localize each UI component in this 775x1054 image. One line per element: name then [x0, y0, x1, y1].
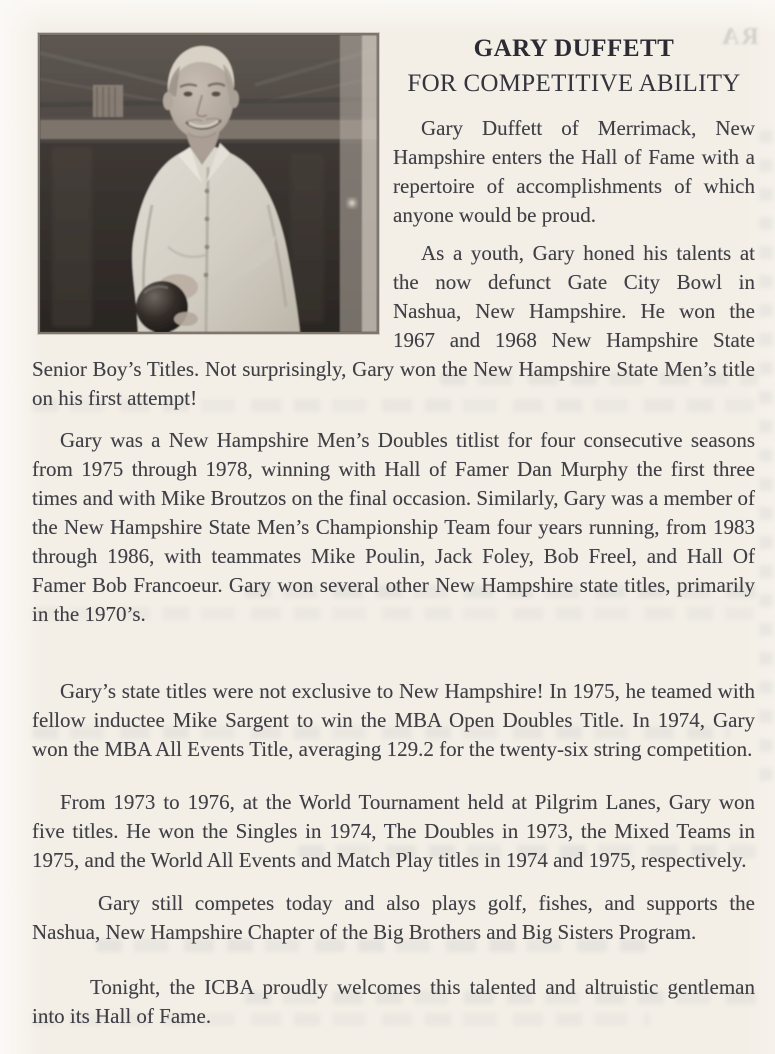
inductee-photo [38, 33, 379, 334]
bowler-photo-illustration [40, 35, 377, 332]
paragraph-world-tournament: From 1973 to 1976, at the World Tournament held at Pilgrim Lanes, Gary won five titles. He won the Singles in 1974, The Doubles in 1973, the Mixed Teams in 1975, and the World All Events and Match Play titles in 1974 and 1975, respectively. [32, 789, 755, 872]
paragraph-youth: As a youth, Gary honed his talents at the now defunct Gate City Bowl in Nashua, New Hampshire. He won the 1967 and 1968 New Hampshire State Senior Boy’s Titles. Not surprisingly, Gary won the New Hampshire State Men’s title on his first attempt! [32, 240, 755, 410]
paragraph-doubles-titles: Gary was a New Hampshire Men’s Doubles titlist for four consecutive seasons from 1975 through 1978, winning with Hall of Famer Dan Murphy the first three times and with Mike Broutzos on the final occasion. Similarly, Gary was a member of the New Hampshire State Men’s Championship Team four years running, from 1983 through 1986, with teammates Mike Poulin, Jack Foley, Bob Freel, and Hall Of Famer Bob Francoeur. Gary won several other New Hampshire state titles, primarily in the 1970’s. [32, 427, 755, 626]
page-subtitle: FOR COMPETITIVE ABILITY [407, 69, 741, 97]
page-bleedthrough-text: RA [720, 24, 759, 50]
paragraph-mba-titles: Gary’s state titles were not exclusive to New Hampshire! In 1975, he teamed with fellow inductee Mike Sargent to win the MBA Open Doubles Title. In 1974, Gary won the MBA All Events Title, averaging 129.2 for the twenty-six string competition. [32, 678, 755, 761]
paragraph-closing: Tonight, the ICBA proudly welcomes this talented and altruistic gentleman into its Hall of Fame. [32, 974, 755, 1028]
paragraph-today: Gary still competes today and also plays golf, fishes, and supports the Nashua, New Hampshire Chapter of the Big Brothers and Big Sisters Program. [32, 890, 755, 944]
paragraph-intro: Gary Duffett of Merrimack, New Hampshire enters the Hall of Fame with a repertoire of accomplishments of which anyone would be proud. [393, 115, 755, 227]
page-title: GARY DUFFETT [473, 35, 675, 62]
